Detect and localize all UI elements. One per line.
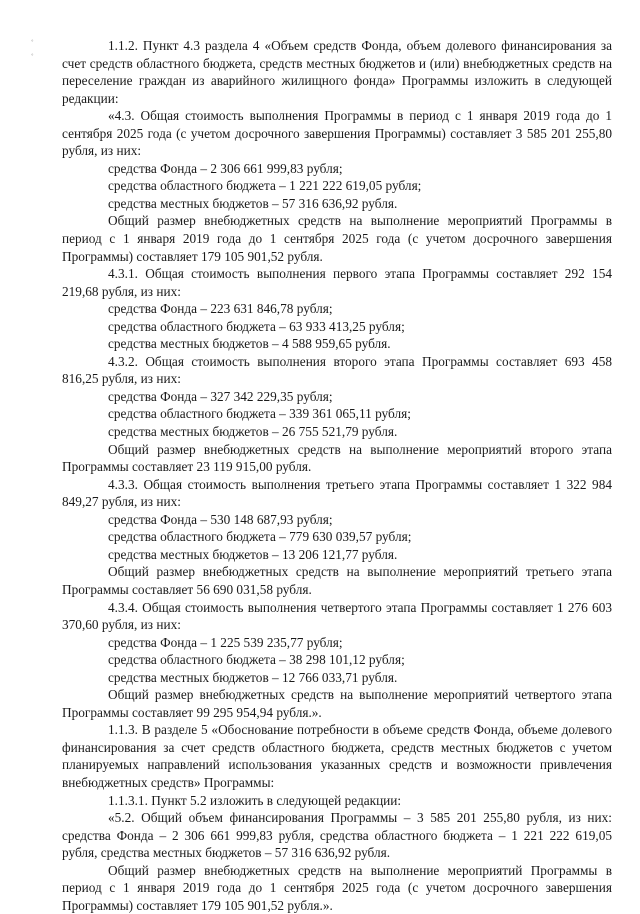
document-body	[62, 37, 612, 914]
paragraph: «4.3. Общая стоимость выполнения Программы в период с 1 января 2019 года до 1 сентября 2025 года (с учетом досрочного завершения Программы) составляет 3 585 201 255,80 рубля, из них:	[62, 108, 612, 159]
paragraph: Общий размер внебюджетных средств на выполнение мероприятий Программы в период с 1 января 2019 года до 1 сентября 2025 года (с учетом досрочного завершения Программы) составляет 179 105 901,52 рубля.».	[62, 862, 612, 913]
paragraph: 1.1.2. Пункт 4.3 раздела 4 «Объем средств Фонда, объем долевого финансирования за счет средств областного бюджета, средств местных бюджетов и (или) внебюджетных средств на переселение граждан из аварийного жилищного фонда» Программы изложить в следующей редакции:	[62, 38, 612, 106]
paragraph: 4.3.2. Общая стоимость выполнения второго этапа Программы составляет 693 458 816,25 рубля, из них:	[62, 353, 612, 387]
paragraph: Общий размер внебюджетных средств на выполнение мероприятий четвертого этапа Программы составляет 99 295 954,94 рубля.».	[62, 687, 612, 720]
paragraph: Общий размер внебюджетных средств на выполнение мероприятий второго этапа Программы составляет 23 119 915,00 рубля.	[62, 441, 612, 475]
list-line: средства областного бюджета – 339 361 065,11 рубля;	[108, 406, 411, 422]
list-line: средства областного бюджета – 63 933 413,25 рубля;	[108, 318, 405, 334]
list-line: средства местных бюджетов – 57 316 636,92 рубля.	[108, 195, 398, 211]
list-line: средства областного бюджета – 1 221 222 619,05 рубля;	[108, 178, 422, 194]
paragraph: «5.2. Общий объем финансирования Программы – 3 585 201 255,80 рубля, из них: средства Фонда – 2 306 661 999,83 рубля, средства областного бюджета – 1 221 222 619,05 рубля, средства местных бюджетов – 57 316 636,92 рубля.	[62, 810, 612, 861]
paragraph: 4.3.4. Общая стоимость выполнения четвертого этапа Программы составляет 1 276 603 370,60 рубля, из них:	[62, 599, 612, 633]
paragraph: 4.3.1. Общая стоимость выполнения первого этапа Программы составляет 292 154 219,68 рубля, из них:	[62, 266, 612, 299]
list-line: средства местных бюджетов – 4 588 959,65 рубля.	[108, 336, 391, 352]
paragraph: 4.3.3. Общая стоимость выполнения третьего этапа Программы составляет 1 322 984 849,27 рубля, из них:	[62, 476, 612, 510]
list-line: средства Фонда – 2 306 661 999,83 рубля;	[108, 160, 343, 176]
paragraph: Общий размер внебюджетных средств на выполнение мероприятий третьего этапа Программы составляет 56 690 031,58 рубля.	[62, 564, 612, 597]
list-line: средства местных бюджетов – 13 206 121,77 рубля.	[108, 546, 398, 562]
list-line: средства Фонда – 327 342 229,35 рубля;	[108, 388, 333, 404]
list-line: средства Фонда – 530 148 687,93 рубля;	[108, 511, 333, 527]
margin-marks	[31, 40, 34, 62]
list-line: средства Фонда – 223 631 846,78 рубля;	[108, 301, 333, 317]
paragraph: Общий размер внебюджетных средств на выполнение мероприятий Программы в период с 1 января 2019 года до 1 сентября 2025 года (с учетом досрочного завершения Программы) составляет 179 105 901,52 рубля.	[62, 213, 612, 264]
list-line: средства местных бюджетов – 12 766 033,71 рубля.	[108, 669, 398, 685]
paragraph: 1.1.3. В разделе 5 «Обоснование потребности в объеме средств Фонда, объеме долевого финансирования за счет средств областного бюджета, средств местных бюджетов с учетом планируемых направлений использования указанных средств и возможности привлечения внебюджетных средств» Программы:	[62, 722, 612, 790]
margin-mark: ˚	[31, 53, 34, 62]
margin-mark: ˚	[31, 39, 34, 48]
list-line: средства Фонда – 1 225 539 235,77 рубля;	[108, 634, 343, 650]
list-line: средства местных бюджетов – 26 755 521,79 рубля.	[108, 424, 398, 440]
paragraph: 1.1.3.1. Пункт 5.2 изложить в следующей редакции:	[108, 792, 402, 808]
list-line: средства областного бюджета – 779 630 039,57 рубля;	[108, 529, 412, 545]
list-line: средства областного бюджета – 38 298 101,12 рубля;	[108, 652, 405, 668]
